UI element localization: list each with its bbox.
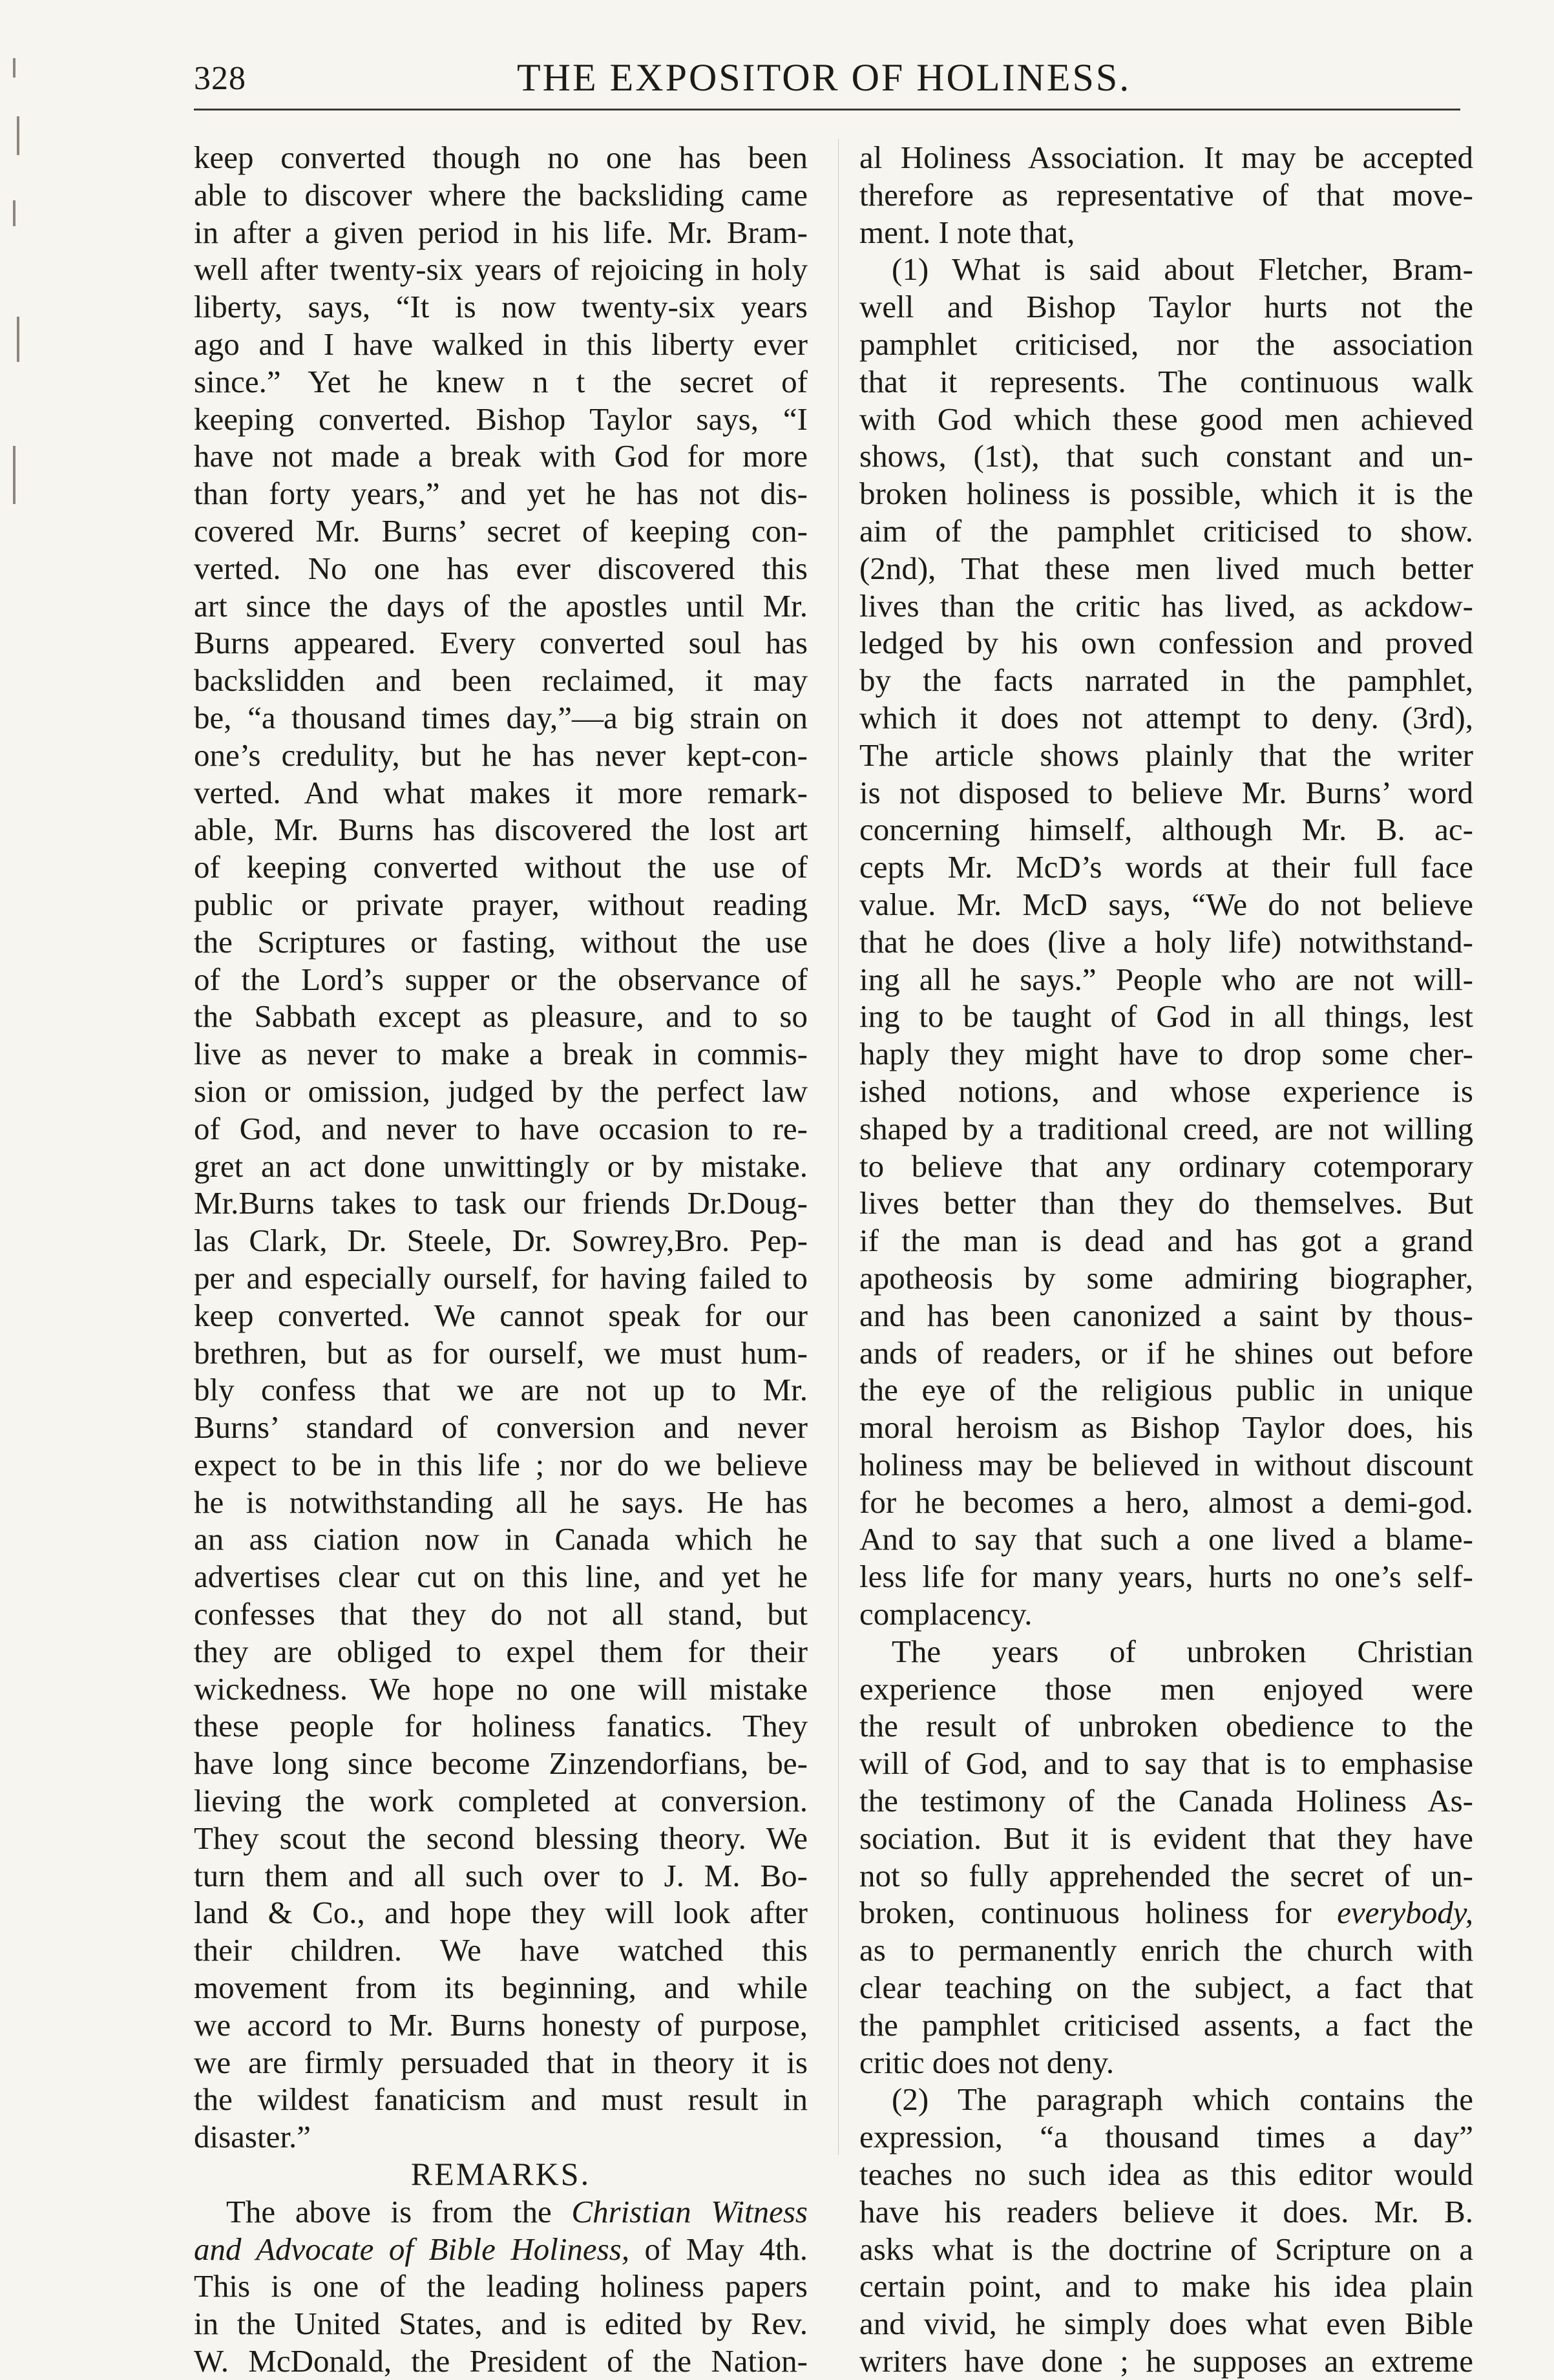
text-line: haply they might have to drop some cher- [859, 1036, 1473, 1072]
text-line: brethren, but as for ourself, we must hum- [194, 1334, 808, 1371]
text-line: shows, (1st), that such constant and un- [859, 438, 1473, 474]
text-line: by the facts narrated in the pamphlet, [859, 662, 1473, 699]
text-line: Burns’ standard of conversion and never [194, 1409, 808, 1446]
text-line: expect to be in this life ; nor do we believe [194, 1446, 808, 1482]
text-line: al Holiness Association. It may be accepted [859, 140, 1473, 175]
page-number: 328 [194, 60, 246, 97]
text-line: aim of the pamphlet criticised to show. [859, 512, 1473, 549]
text-line: keep converted. We cannot speak for our [194, 1297, 808, 1333]
text-line: of God, and never to have occasion to re- [194, 1110, 808, 1146]
text-line: holiness may be believed in without discount [859, 1446, 1473, 1482]
text-line: cepts Mr. McD’s words at their full face [859, 849, 1473, 885]
text-line: the result of unbroken obedience to the [859, 1708, 1473, 1744]
text-line: than forty years,” and yet he has not dis- [194, 476, 808, 512]
text-line: teaches no such idea as this editor would [859, 2156, 1473, 2193]
text-line: ing all he says.” People who are not will- [859, 961, 1473, 997]
text-line: critic does not deny. [859, 2044, 1115, 2080]
text-line: concerning himself, although Mr. B. ac- [859, 812, 1473, 848]
text-line: gret an act done unwittingly or by mistake. [194, 1148, 808, 1184]
text-line: they are obliged to expel them for their [194, 1633, 808, 1669]
text-line: live as never to make a break in commis- [194, 1036, 808, 1072]
text-line: apotheosis by some admiring biographer, [859, 1259, 1473, 1296]
text-line: turn them and all such over to J. M. Bo- [194, 1857, 808, 1893]
text-line: the Scriptures or fasting, without the use [194, 923, 808, 960]
running-title: THE EXPOSITOR OF HOLINESS. [517, 56, 1131, 99]
publication-title: and Advocate of Bible Holiness, [194, 2231, 630, 2267]
text-run: of May 4th. [629, 2231, 808, 2267]
text-line: to believe that any ordinary cotemporary [859, 1148, 1473, 1184]
text-line: Mr.Burns takes to task our friends Dr.Doug- [194, 1185, 808, 1221]
text-line: public or private prayer, without reading [194, 886, 808, 922]
text-line: W. McDonald, the President of the Nation- [194, 2343, 808, 2379]
text-line: lives than the critic has lived, as ackdow- [859, 587, 1473, 624]
text-line: the pamphlet criticised assents, a fact the [859, 2006, 1473, 2043]
text-line: is not disposed to believe Mr. Burns’ word [859, 774, 1473, 810]
text-line: ago and I have walked in this liberty ever [194, 326, 808, 362]
text-line: ished notions, and whose experience is [859, 1073, 1473, 1109]
text-line: their children. We have watched this [194, 1932, 808, 1968]
text-line: that it represents. The continuous walk [859, 363, 1473, 399]
text-line: able, Mr. Burns has discovered the lost art [194, 812, 808, 848]
text-line: if the man is dead and has got a grand [859, 1223, 1473, 1259]
text-line: not so fully apprehended the secret of un- [859, 1857, 1473, 1893]
text-line: sion or omission, judged by the perfect law [194, 1073, 808, 1109]
text-line: of keeping converted without the use of [194, 849, 808, 885]
text-line: The years of unbroken Christian [892, 1633, 1473, 1669]
text-line: ment. I note that, [859, 214, 1075, 250]
page-header [194, 56, 1460, 107]
text-line: expression, “a thousand times a day” [859, 2119, 1473, 2155]
text-line: land & Co., and hope they will look after [194, 1895, 808, 1931]
text-line: lives better than they do themselves. But [859, 1185, 1473, 1221]
text-line: which it does not attempt to deny. (3rd), [859, 699, 1473, 735]
text-line [194, 2193, 808, 2231]
text-line: This is one of the leading holiness papers [194, 2268, 808, 2304]
text-line: the Sabbath except as pleasure, and to so [194, 998, 808, 1035]
text-line: since.” Yet he knew n t the secret of [194, 363, 808, 399]
text-line: of the Lord’s supper or the observance of [194, 961, 808, 997]
text-line: las Clark, Dr. Steele, Dr. Sowrey,Bro. Pep- [194, 1223, 808, 1259]
text-line: (2) The paragraph which contains the [892, 2081, 1473, 2118]
text-line: that he does (live a holy life) notwithstand- [859, 923, 1473, 960]
text-line: keeping converted. Bishop Taylor says, “I [194, 401, 808, 437]
text-line: less life for many years, hurts no one’s self- [859, 1559, 1473, 1595]
text-line: he is notwithstanding all he says. He has [194, 1484, 808, 1520]
text-line: we are firmly persuaded that in theory it is [194, 2044, 808, 2080]
text-line: we accord to Mr. Burns honesty of purpose, [194, 2006, 808, 2043]
text-line: and vivid, he simply does what even Bible [859, 2306, 1473, 2342]
text-line: art since the days of the apostles until Mr. [194, 587, 808, 624]
text-line: writers have done ; he supposes an extreme [859, 2343, 1473, 2379]
text-line: They scout the second blessing theory. We [194, 1820, 808, 1856]
text-line: have his readers believe it does. Mr. B. [859, 2193, 1473, 2229]
text-line: (1) What is said about Fletcher, Bram- [892, 251, 1473, 288]
text-line: movement from its beginning, and while [194, 1970, 808, 2006]
text-line: disaster.” [194, 2119, 311, 2155]
left-column [194, 139, 808, 2379]
text-line: therefore as representative of that move- [859, 176, 1473, 213]
text-run: broken, continuous holiness for [859, 1895, 1338, 1931]
text-line: moral heroism as Bishop Taylor does, his [859, 1409, 1473, 1446]
text-line [859, 1894, 1473, 1932]
text-line: in after a given period in his life. Mr. Bram- [194, 214, 808, 250]
text-line: confesses that they do not all stand, but [194, 1596, 808, 1632]
text-line: these people for holiness fanatics. They [194, 1708, 808, 1744]
header-rule [194, 109, 1460, 111]
text-line: certain point, and to make his idea plain [859, 2268, 1473, 2304]
remarks-heading: REMARKS. [410, 2156, 591, 2193]
text-run: The above is from the [226, 2193, 572, 2229]
text-line: keep converted though no one has been [194, 140, 808, 175]
text-line: complacency. [859, 1596, 1033, 1632]
text-line: able to discover where the backsliding came [194, 176, 808, 213]
text-line: sociation. But it is evident that they have [859, 1820, 1473, 1856]
text-line: (2nd), That these men lived much better [859, 550, 1473, 586]
text-line: experience those men enjoyed were [859, 1670, 1473, 1707]
text-line: wickedness. We hope no one will mistake [194, 1670, 808, 1707]
text-line: asks what is the doctrine of Scripture on a [859, 2231, 1473, 2267]
text-line: The article shows plainly that the writer [859, 737, 1473, 773]
right-column [859, 139, 1473, 2379]
text-line: verted. No one has ever discovered this [194, 550, 808, 586]
text-line: for he becomes a hero, almost a demi-god. [859, 1484, 1473, 1520]
text-line: shaped by a traditional creed, are not willing [859, 1110, 1473, 1146]
text-line: ing to be taught of God in all things, lest [859, 998, 1473, 1035]
text-line: lieving the work completed at conversion. [194, 1783, 808, 1819]
text-line: the testimony of the Canada Holiness As- [859, 1783, 1473, 1819]
text-line: well after twenty-six years of rejoicing in holy [194, 251, 808, 288]
text-line: as to permanently enrich the church with [859, 1932, 1473, 1968]
text-line: backslidden and been reclaimed, it may [194, 662, 808, 699]
emphasis-word: everybody, [1337, 1895, 1473, 1931]
text-line: covered Mr. Burns’ secret of keeping con- [194, 512, 808, 549]
text-line: the eye of the religious public in unique [859, 1372, 1473, 1408]
text-line: clear teaching on the subject, a fact that [859, 1970, 1473, 2006]
column-divider [838, 139, 839, 2155]
text-line: value. Mr. McD says, “We do not believe [859, 886, 1473, 922]
margin-scan-marks [13, 45, 26, 562]
text-line: and has been canonized a saint by thous- [859, 1297, 1473, 1333]
text-line: be, “a thousand times day,”—a big strain on [194, 699, 808, 735]
text-line: verted. And what makes it more remark- [194, 774, 808, 810]
text-line: And to say that such a one lived a blame- [859, 1521, 1473, 1557]
text-line: pamphlet criticised, nor the association [859, 326, 1473, 362]
text-line: with God which these good men achieved [859, 401, 1473, 437]
text-line: one’s credulity, but he has never kept-con- [194, 737, 808, 773]
text-line: broken holiness is possible, which it is the [859, 476, 1473, 512]
text-line: have long since become Zinzendorfians, be- [194, 1745, 808, 1782]
text-line: advertises clear cut on this line, and yet he [194, 1559, 808, 1595]
text-line: have not made a break with God for more [194, 438, 808, 474]
publication-title: Christian Witness [571, 2193, 808, 2229]
text-line: in the United States, and is edited by Rev. [194, 2306, 808, 2342]
text-line: well and Bishop Taylor hurts not the [859, 289, 1473, 325]
text-line: the wildest fanaticism and must result in [194, 2081, 808, 2118]
text-line: ands of readers, or if he shines out before [859, 1334, 1473, 1371]
text-line: liberty, says, “It is now twenty-six years [194, 289, 808, 325]
text-line: ledged by his own confession and proved [859, 625, 1473, 661]
text-line: Burns appeared. Every converted soul has [194, 625, 808, 661]
text-line [194, 2231, 808, 2268]
text-line: per and especially ourself, for having failed to [194, 1259, 808, 1296]
text-line: an ass ciation now in Canada which he [194, 1521, 808, 1557]
text-line: bly confess that we are not up to Mr. [194, 1372, 808, 1408]
text-line: will of God, and to say that is to emphasise [859, 1745, 1473, 1782]
